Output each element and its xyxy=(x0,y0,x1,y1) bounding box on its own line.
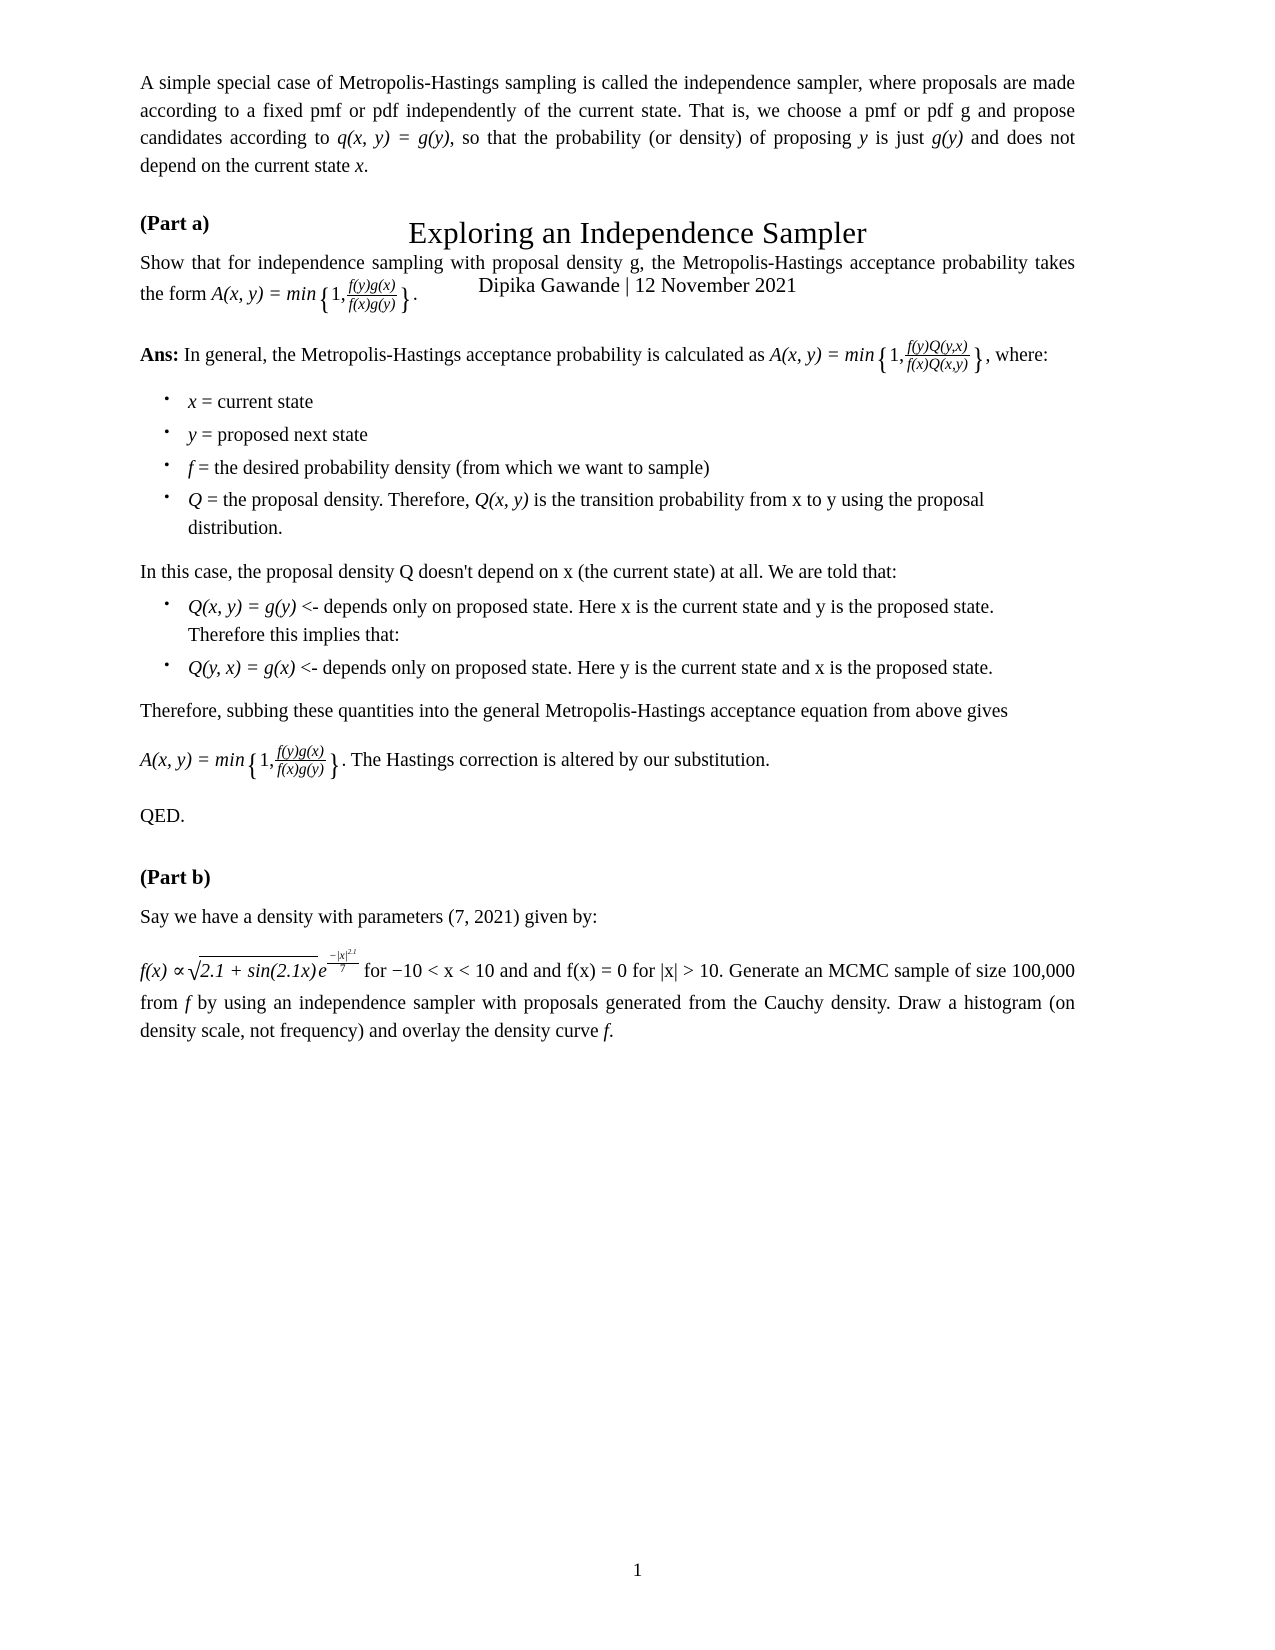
fraction-denominator: f(x)g(y) xyxy=(348,295,396,313)
definition-text-a: = the proposal density. Therefore, xyxy=(202,490,475,512)
definition-symbol: Q xyxy=(188,490,203,512)
list-item xyxy=(188,655,1075,683)
list-item xyxy=(188,389,1075,417)
definition-text: = proposed next state xyxy=(196,424,368,446)
answer-min: min xyxy=(844,344,875,366)
implication-math: Q(x, y) = g(y) xyxy=(188,597,297,619)
fraction-numerator: f(y)g(x) xyxy=(348,277,396,295)
definition-symbol: x xyxy=(188,392,197,414)
intro-text-seg3: is just xyxy=(867,128,932,150)
density-exponent-fraction xyxy=(327,948,359,976)
density-tail-f: f xyxy=(184,993,191,1015)
density-lhs: f(x) xyxy=(140,960,173,982)
exponent-power: 2.1 xyxy=(347,948,357,957)
definition-math: Q(x, y) xyxy=(474,490,529,512)
part-b-intro: Say we have a density with parameters (7, 2021) given by: xyxy=(140,907,598,929)
answer-one: 1, xyxy=(889,344,904,366)
answer-text-seg1: In general, the Metropolis-Hastings acceptance probability is calculated as xyxy=(179,344,770,366)
final-equation-tail: . The Hastings correction is altered by our substitution. xyxy=(341,750,770,772)
section-heading-part-b: (Part b) xyxy=(140,865,211,890)
part-a-prompt-text: Show that for independence sampling with proposal density g, the Metropolis-Hastings acceptance probability takes the form xyxy=(140,252,1075,306)
definition-text: = the desired probability density (from which we want to sample) xyxy=(193,457,710,479)
implication-list xyxy=(140,594,1075,682)
part-a-conclusion-paragraph: Therefore, subbing these quantities into the general Metropolis-Hastings acceptance equation from above gives xyxy=(140,701,1009,723)
page-number: 1 xyxy=(632,1560,643,1581)
intro-var-x: x xyxy=(354,156,364,178)
part-a-prompt-lhs: A(x, y) = xyxy=(211,284,287,306)
density-tail-2: by using an independence sampler with proposals generated from the Cauchy density. Draw a histogram (on density scale, not frequency) and overlay the density curve xyxy=(140,993,1075,1043)
page-title: Exploring an Independence Sampler xyxy=(408,215,867,250)
list-item xyxy=(188,487,1075,542)
part-a-prompt-period: . xyxy=(412,284,418,306)
intro-text-seg5: . xyxy=(363,156,369,178)
final-one: 1, xyxy=(259,750,275,772)
answer-label: Ans: xyxy=(140,344,180,366)
proportional-to-icon: ∝ xyxy=(172,960,186,982)
answer-text-seg2: , where: xyxy=(985,344,1049,366)
part-b-density-paragraph xyxy=(140,948,1075,1046)
left-brace-icon: { xyxy=(317,281,330,316)
fraction-numerator: f(y)Q(y,x) xyxy=(905,338,970,356)
density-tail-1: for −10 < x < 10 and and f(x) = 0 for |x| > 10. Generate an MCMC sample of size 100,000 from xyxy=(140,960,1075,1015)
density-tail-3: . xyxy=(608,1021,614,1043)
intro-var-y: y xyxy=(859,128,868,150)
implication-text: <- depends only on proposed state. Here y is the current state and x is the proposed state. xyxy=(295,657,994,679)
intro-text-seg2: , so that the probability (or density) of proposing xyxy=(449,128,860,150)
part-a-prompt-equation xyxy=(211,277,418,316)
intro-text-seg1: A simple special case of Metropolis-Hastings sampling is called the independence sampler, where proposals are made according to a fixed pmf or pdf independently of the current state. That is, we choose a pmf or pdf g and propose candidates according to xyxy=(140,73,1075,150)
density-formula xyxy=(140,948,359,987)
definition-text-b: is the transition probability from x to y using the proposal distribution. xyxy=(188,490,985,539)
definition-text: = current state xyxy=(196,392,314,414)
implication-text: <- depends only on proposed state. Here x is the current state and y is the proposed state. Therefore this implies that: xyxy=(188,597,995,647)
definition-list xyxy=(140,389,1075,542)
right-brace-icon: } xyxy=(328,747,340,782)
exponent-denominator: 7 xyxy=(339,962,346,975)
right-brace-icon: } xyxy=(972,342,985,377)
list-item xyxy=(188,455,1075,483)
definition-symbol: y xyxy=(188,424,197,446)
list-item xyxy=(188,422,1075,450)
author-date-byline: Dipika Gawande | 12 November 2021 xyxy=(478,273,797,297)
definition-symbol: f xyxy=(188,457,194,479)
fraction-numerator: f(y)g(x) xyxy=(277,743,324,761)
part-a-case-paragraph: In this case, the proposal density Q doesn't depend on x (the current state) at all. We are told that: xyxy=(140,561,897,583)
square-root-icon xyxy=(186,955,319,990)
fraction-denominator: f(x)g(y) xyxy=(277,761,324,779)
exponent-numerator-text: −|x| xyxy=(328,949,348,962)
exponent-numerator xyxy=(327,948,359,964)
final-fraction xyxy=(275,743,326,778)
part-a-answer-paragraph xyxy=(140,338,1075,381)
right-brace-icon: } xyxy=(399,281,412,316)
intro-math-q: q(x, y) = g(y) xyxy=(337,128,450,150)
density-exponential-base: e xyxy=(318,960,327,982)
final-lhs: A(x, y) = xyxy=(140,750,215,772)
fraction-denominator: f(x)Q(x,y) xyxy=(906,355,968,373)
density-tail-f2: f xyxy=(603,1021,609,1043)
final-min: min xyxy=(214,750,246,772)
intro-paragraph xyxy=(140,70,1075,181)
intro-text-seg4: and does not depend on the current state xyxy=(140,128,1076,178)
radical-glyph: √ xyxy=(187,959,202,987)
intro-math-gy: g(y) xyxy=(931,128,964,150)
part-a-final-equation-line xyxy=(140,743,1075,786)
section-heading-part-a: (Part a) xyxy=(140,210,210,235)
answer-general-equation xyxy=(769,337,986,377)
qed-statement: QED. xyxy=(140,806,185,828)
answer-lhs: A(x, y) = xyxy=(769,344,845,366)
final-equation xyxy=(140,743,341,782)
document-body xyxy=(140,0,1075,1046)
list-item xyxy=(188,594,1075,649)
density-radicand: 2.1 + sin(2.1x) xyxy=(199,956,318,986)
left-brace-icon: { xyxy=(246,747,259,782)
answer-fraction xyxy=(905,338,970,373)
part-a-prompt xyxy=(140,250,1075,321)
part-a-prompt-min: min xyxy=(286,284,317,306)
part-a-prompt-one: 1, xyxy=(331,284,346,306)
left-brace-icon: { xyxy=(876,342,888,377)
implication-math: Q(y, x) = g(x) xyxy=(188,657,296,679)
part-a-prompt-fraction xyxy=(347,277,398,312)
